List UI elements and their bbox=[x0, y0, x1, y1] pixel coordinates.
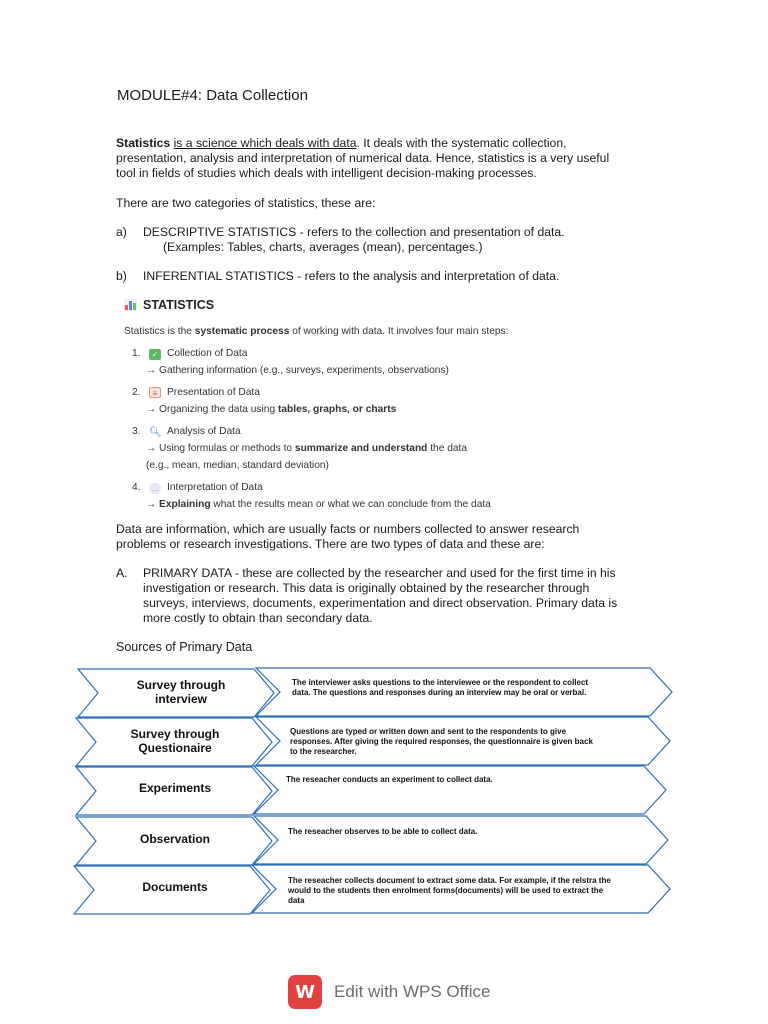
wps-edit-link[interactable]: Edit with WPS Office bbox=[334, 982, 491, 1001]
primary-line: more costly to obtain than secondary data. bbox=[143, 611, 373, 625]
step-number: 4. bbox=[132, 482, 141, 493]
data-line: problems or research investigations. There are two types of data and these are: bbox=[116, 537, 545, 551]
data-line: Data are information, which are usually facts or numbers collected to answer research bbox=[116, 522, 580, 536]
source-label-observation: Observation bbox=[139, 832, 211, 846]
desc-line: data. The questions and responses during an interview may be oral or verbal. bbox=[292, 688, 587, 697]
source-desc: The reseacher conducts an experiment to collect data. bbox=[286, 775, 493, 784]
primary-line: investigation or research. This data is originally obtained by the researcher through bbox=[143, 581, 590, 595]
magnifier-icon: 🔍︎ bbox=[149, 427, 162, 438]
step-desc-2: (e.g., mean, median, standard deviation) bbox=[146, 460, 329, 471]
source-desc: The reseacher observes to be able to collect data. bbox=[288, 827, 478, 836]
intro-bold: Statistics bbox=[116, 136, 171, 150]
desc-post: what the results mean or what we can conclude from the data bbox=[210, 499, 491, 510]
intro-bold: systematic process bbox=[194, 326, 290, 337]
list-item-text: DESCRIPTIVE STATISTICS - refers to the collection and presentation of data. bbox=[143, 225, 565, 239]
step-number: 3. bbox=[132, 426, 141, 437]
step-number: 2. bbox=[132, 387, 141, 398]
step-desc: → Gathering information (e.g., surveys, experiments, observations) bbox=[146, 365, 449, 376]
source-label-experiments: Experiments bbox=[138, 781, 212, 795]
primary-line: PRIMARY DATA - these are collected by the researcher and used for the first time in his bbox=[143, 566, 616, 580]
desc-bold: Explaining bbox=[159, 499, 211, 510]
desc-line: The interviewer asks questions to the interviewee or the respondent to collect bbox=[292, 678, 589, 687]
desc-line: Questions are typed or written down and sent to the respondents to give bbox=[290, 727, 567, 736]
label-line: Survey through bbox=[130, 727, 220, 741]
clipboard-icon: ≡ bbox=[149, 387, 161, 398]
source-desc bbox=[288, 876, 638, 906]
wps-logo-letter: W bbox=[295, 981, 315, 1003]
intro-rest: . It deals with the systematic collection, bbox=[356, 136, 567, 150]
list-marker: a) bbox=[116, 225, 127, 239]
step-title: Presentation of Data bbox=[167, 387, 260, 398]
right-chevron-shape bbox=[254, 816, 668, 864]
desc-bold: tables, graphs, or charts bbox=[277, 404, 397, 415]
source-label-survey-interview bbox=[118, 678, 244, 706]
source-desc bbox=[290, 727, 640, 757]
list-item-sub: (Examples: Tables, charts, averages (mean), percentages.) bbox=[163, 240, 483, 254]
desc-pre: → Organizing the data using bbox=[146, 404, 278, 415]
desc-line: to the researcher. bbox=[290, 747, 357, 756]
desc-bold: summarize and understand bbox=[294, 443, 428, 454]
desc-pre: → bbox=[146, 499, 160, 510]
desc-pre: → Using formulas or methods to bbox=[146, 443, 295, 454]
source-label-documents: Documents bbox=[142, 880, 208, 894]
desc-line: responses. After giving the required responses, the questionnaire is given back bbox=[290, 737, 593, 746]
desc-line: data bbox=[288, 896, 305, 905]
wps-logo-icon[interactable] bbox=[288, 975, 322, 1009]
label-line: Survey through bbox=[136, 678, 226, 692]
wps-footer[interactable] bbox=[288, 975, 491, 1009]
desc-line: would to the students then enrolment forms(documents) will be used to extract the bbox=[288, 886, 604, 895]
right-chevron-shape bbox=[254, 766, 666, 814]
intro-line: presentation, analysis and interpretation of numerical data. Hence, statistics is a very useful bbox=[116, 151, 610, 165]
desc-post: the data bbox=[427, 443, 468, 454]
intro-line: tool in fields of studies which deals with intelligent decision-making processes. bbox=[116, 166, 537, 180]
sources-title: Sources of Primary Data bbox=[116, 640, 253, 654]
intro-pre: Statistics is the bbox=[124, 326, 195, 337]
module-title: MODULE#4: Data Collection bbox=[117, 87, 308, 104]
check-icon: ✓ bbox=[149, 349, 161, 360]
source-label-survey-questionnaire bbox=[112, 727, 238, 755]
intro-post: of working with data. It involves four main steps: bbox=[289, 326, 509, 337]
desc-line: The reseacher collects document to extract some data. For example, if the relstra the bbox=[288, 876, 611, 885]
list-item-text: INFERENTIAL STATISTICS - refers to the analysis and interpretation of data. bbox=[143, 269, 560, 283]
label-line: Questionaire bbox=[138, 741, 212, 755]
intro-underlined: is a science which deals with data bbox=[173, 136, 357, 150]
label-line: interview bbox=[154, 692, 208, 706]
primary-line: surveys, interviews, documents, experimentation and direct observation. Primary data is bbox=[143, 596, 618, 610]
statistics-heading-text: STATISTICS bbox=[143, 298, 215, 312]
step-title: Collection of Data bbox=[167, 348, 248, 359]
categories-lead: There are two categories of statistics, these are: bbox=[116, 196, 376, 210]
step-title: Analysis of Data bbox=[167, 426, 241, 437]
list-marker: A. bbox=[116, 566, 128, 580]
step-title: Interpretation of Data bbox=[167, 482, 263, 493]
source-desc bbox=[292, 678, 642, 698]
list-marker: b) bbox=[116, 269, 127, 283]
step-number: 1. bbox=[132, 348, 141, 359]
speech-bubble-icon: … bbox=[151, 484, 159, 493]
